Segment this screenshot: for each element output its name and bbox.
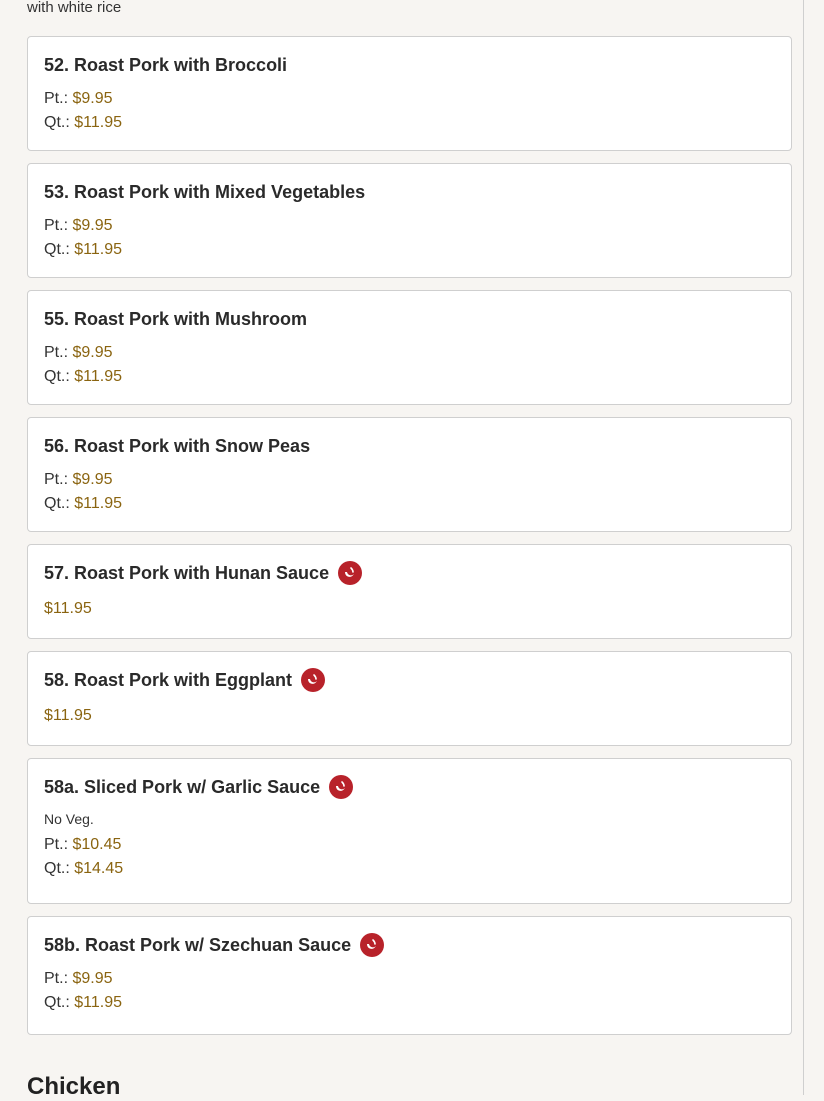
price-size-label: Qt.: — [44, 368, 70, 385]
menu-section — [27, 0, 792, 1035]
chili-pepper-icon — [329, 775, 353, 799]
menu-item-title: 58a. Sliced Pork w/ Garlic Sauce — [44, 776, 321, 797]
price-line — [44, 341, 775, 365]
menu-item-title-row — [44, 434, 775, 458]
page-divider — [803, 0, 804, 1095]
menu-item-prices — [44, 214, 775, 262]
menu-item-title-row — [44, 307, 775, 331]
price-line — [44, 857, 775, 881]
menu-item-card[interactable] — [27, 417, 792, 532]
menu-item-title: 57. Roast Pork with Hunan Sauce — [44, 562, 330, 583]
price-value: $9.95 — [72, 970, 113, 987]
price-value: $9.95 — [72, 471, 113, 488]
chili-pepper-icon — [301, 668, 325, 692]
menu-item-list — [27, 36, 792, 1035]
price-line — [44, 967, 775, 991]
menu-item-card[interactable] — [27, 758, 792, 904]
price-value: $11.95 — [74, 241, 122, 258]
price-size-label: Pt.: — [44, 344, 69, 361]
menu-item-title-row — [44, 180, 775, 204]
menu-item-title-row — [44, 933, 775, 957]
menu-item-card[interactable] — [27, 290, 792, 405]
price-size-label: Pt.: — [44, 471, 69, 488]
price-line — [44, 111, 775, 135]
chili-pepper-icon — [360, 933, 384, 957]
price-line — [44, 468, 775, 492]
menu-item-title: 55. Roast Pork with Mushroom — [44, 308, 308, 329]
menu-item-prices — [44, 87, 775, 135]
menu-item-title: 56. Roast Pork with Snow Peas — [44, 435, 311, 456]
menu-item-card[interactable] — [27, 651, 792, 746]
price-line — [44, 492, 775, 516]
price-size-label: Qt.: — [44, 495, 70, 512]
menu-item-prices — [44, 704, 775, 728]
menu-item-title-row — [44, 53, 775, 77]
price-line — [44, 87, 775, 111]
menu-item-card[interactable] — [27, 916, 792, 1035]
menu-item-title-row — [44, 775, 775, 799]
menu-item-title-row — [44, 668, 775, 692]
menu-item-prices — [44, 468, 775, 516]
price-size-label: Pt.: — [44, 90, 69, 107]
price-line — [44, 833, 775, 857]
price-value: $9.95 — [72, 344, 113, 361]
menu-item-title-row — [44, 561, 775, 585]
chili-pepper-icon — [338, 561, 362, 585]
section-note: with white rice — [27, 0, 122, 16]
menu-item-prices — [44, 341, 775, 389]
price-size-label: Pt.: — [44, 217, 69, 234]
price-value: $11.95 — [74, 994, 122, 1011]
menu-item-card[interactable] — [27, 544, 792, 639]
price-size-label: Qt.: — [44, 994, 70, 1011]
price-size-label: Pt.: — [44, 970, 69, 987]
price-line — [44, 238, 775, 262]
menu-item-prices — [44, 967, 775, 1015]
price-value: $9.95 — [72, 90, 113, 107]
section-heading-chicken: Chicken — [27, 1073, 121, 1100]
price-size-label: Pt.: — [44, 836, 69, 853]
menu-item-title: 58. Roast Pork with Eggplant — [44, 669, 293, 690]
price-size-label: Qt.: — [44, 114, 70, 131]
menu-item-title: 52. Roast Pork with Broccoli — [44, 54, 288, 75]
menu-item-description: No Veg. — [44, 811, 94, 827]
price-line — [44, 365, 775, 389]
menu-item-title: 58b. Roast Pork w/ Szechuan Sauce — [44, 934, 352, 955]
price-value: $11.95 — [44, 600, 92, 617]
price-value: $14.45 — [74, 860, 124, 877]
price-line — [44, 214, 775, 238]
price-value: $11.95 — [74, 368, 122, 385]
price-line — [44, 597, 775, 621]
price-value: $11.95 — [74, 495, 122, 512]
menu-item-prices — [44, 833, 775, 881]
price-size-label: Qt.: — [44, 860, 70, 877]
menu-item-title: 53. Roast Pork with Mixed Vegetables — [44, 181, 366, 202]
menu-item-prices — [44, 597, 775, 621]
menu-item-card[interactable] — [27, 163, 792, 278]
price-line — [44, 704, 775, 728]
price-size-label: Qt.: — [44, 241, 70, 258]
price-value: $11.95 — [74, 114, 122, 131]
price-line — [44, 991, 775, 1015]
menu-item-card[interactable] — [27, 36, 792, 151]
price-value: $11.95 — [44, 707, 92, 724]
price-value: $9.95 — [72, 217, 113, 234]
price-value: $10.45 — [72, 836, 122, 853]
